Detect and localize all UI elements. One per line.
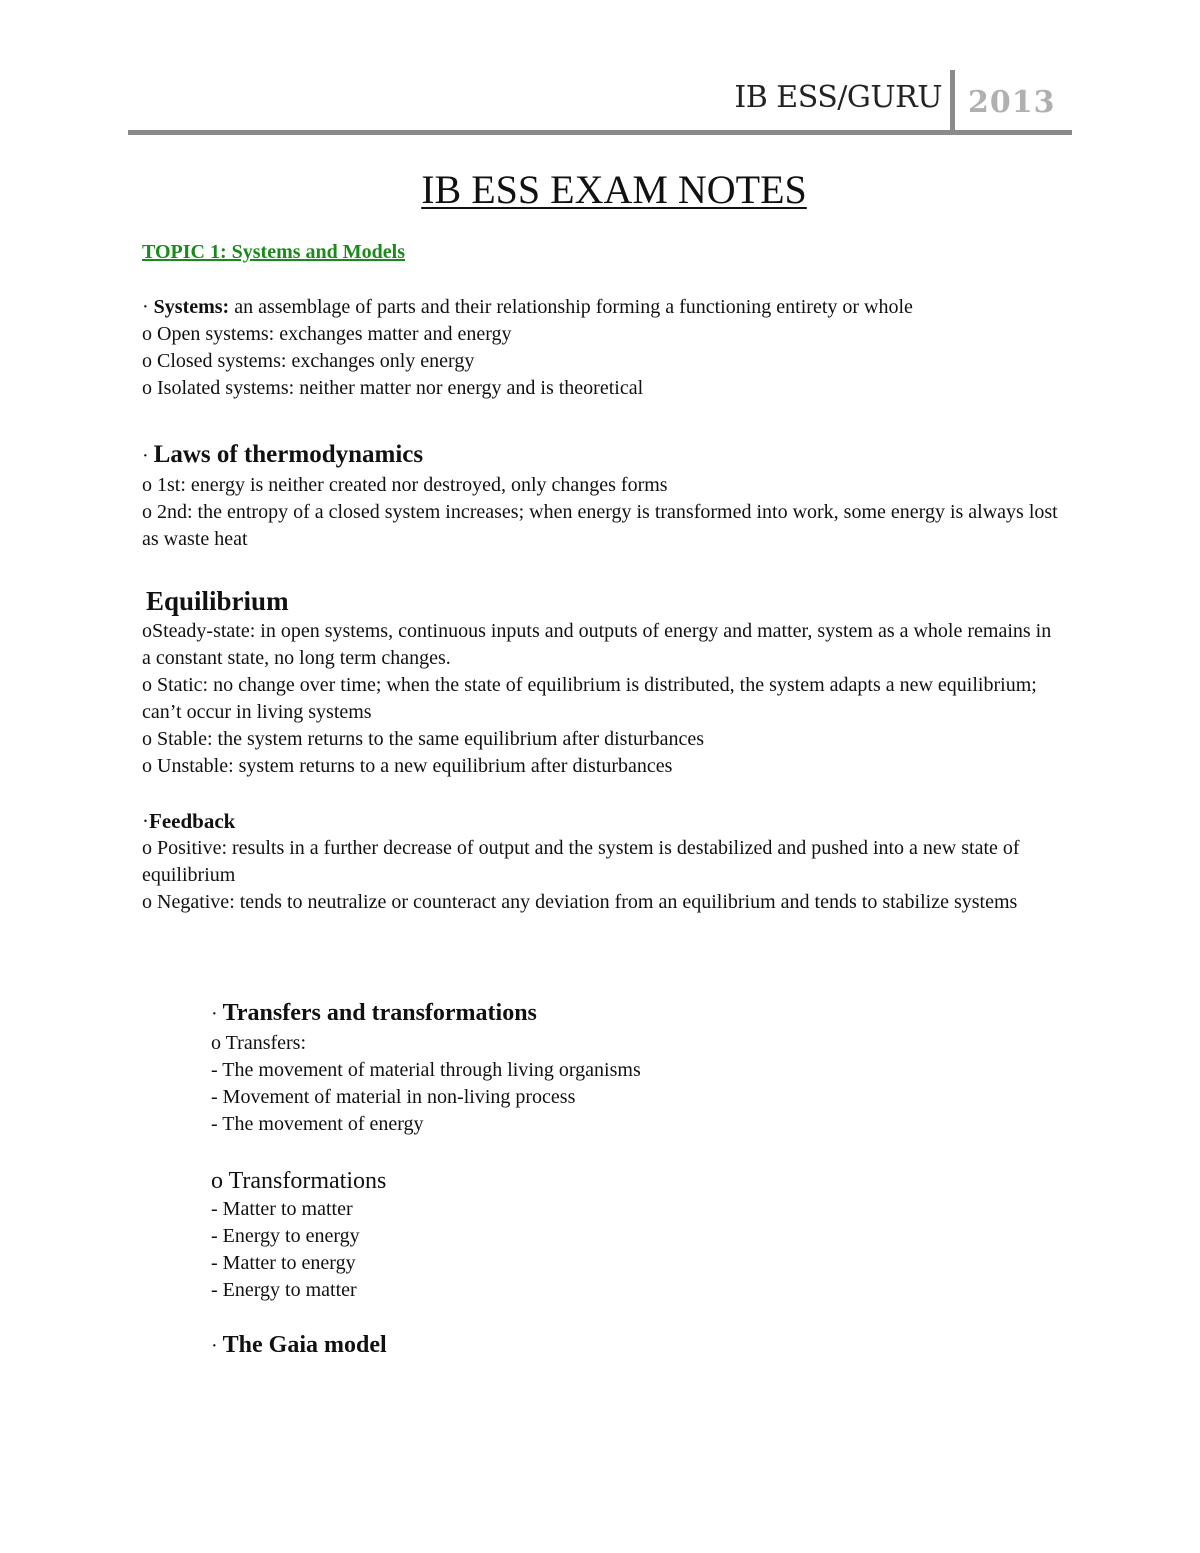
systems-term: Systems: xyxy=(153,296,230,318)
transfers-heading xyxy=(211,997,1061,1030)
list-item: o 1st: energy is neither created nor destroyed, only changes forms xyxy=(142,474,668,496)
header-rule xyxy=(128,130,1072,135)
feedback-heading xyxy=(142,808,1072,835)
list-item: o Unstable: system returns to a new equilibrium after disturbances xyxy=(142,755,673,777)
transformations-subheading: o Transformations xyxy=(211,1168,387,1194)
header-year: 2013 xyxy=(968,85,1056,120)
list-item: - The movement of material through living organisms xyxy=(211,1059,641,1081)
header-separator xyxy=(950,70,955,132)
list-item: - Energy to energy xyxy=(211,1225,360,1247)
thermodynamics-heading xyxy=(142,439,1062,472)
list-item: - Matter to energy xyxy=(211,1252,356,1274)
topic-heading: TOPIC 1: Systems and Models xyxy=(142,241,405,263)
transfers-section xyxy=(211,997,1061,1138)
bullet: · xyxy=(211,1335,223,1357)
running-header-title: IB ESS/GURU xyxy=(734,80,942,115)
bullet: · xyxy=(142,445,154,467)
thermodynamics-heading-text: Laws of thermodynamics xyxy=(153,441,424,468)
feedback-section xyxy=(142,808,1072,916)
list-item: o Positive: results in a further decrease of output and the system is destabilized and pushed into a new state of equilibrium xyxy=(142,837,1020,886)
systems-definition xyxy=(142,294,1072,321)
list-item: - Matter to matter xyxy=(211,1198,353,1220)
systems-definition-text: an assemblage of parts and their relationship forming a functioning entirety or whole xyxy=(229,296,913,318)
page-title: IB ESS EXAM NOTES xyxy=(421,167,807,212)
gaia-heading xyxy=(211,1332,1061,1360)
bullet: · xyxy=(211,1003,223,1025)
list-item: o 2nd: the entropy of a closed system increases; when energy is transformed into work, some energy is always lost as waste heat xyxy=(142,501,1058,550)
gaia-section xyxy=(211,1332,1061,1360)
feedback-heading-text: Feedback xyxy=(149,809,236,833)
gaia-heading-text: The Gaia model xyxy=(222,1332,387,1358)
list-item: o Open systems: exchanges matter and energy xyxy=(142,323,512,345)
equilibrium-heading: Equilibrium xyxy=(146,586,289,616)
list-item: o Negative: tends to neutralize or counteract any deviation from an equilibrium and tends to stabilize systems xyxy=(142,891,1018,913)
list-item: o Stable: the system returns to the same equilibrium after disturbances xyxy=(142,728,705,750)
thermodynamics-section xyxy=(142,439,1062,553)
bullet: · xyxy=(142,296,154,318)
transfers-subheading: o Transfers: xyxy=(211,1032,307,1054)
equilibrium-section xyxy=(142,584,1062,780)
list-item: - Movement of material in non-living process xyxy=(211,1086,576,1108)
list-item: oSteady-state: in open systems, continuous inputs and outputs of energy and matter, system as a whole remains in a constant state, no long term changes. xyxy=(142,620,1052,669)
list-item: o Closed systems: exchanges only energy xyxy=(142,350,475,372)
list-item: - The movement of energy xyxy=(211,1113,424,1135)
list-item: o Isolated systems: neither matter nor energy and is theoretical xyxy=(142,377,644,399)
list-item: - Energy to matter xyxy=(211,1279,357,1301)
bullet: · xyxy=(142,809,149,833)
list-item: o Static: no change over time; when the state of equilibrium is distributed, the system adapts a new equilibrium; can’t occur in living systems xyxy=(142,674,1037,723)
transformations-section xyxy=(211,1166,1061,1304)
transfers-heading-text: Transfers and transformations xyxy=(222,1000,537,1026)
systems-section xyxy=(142,294,1072,402)
